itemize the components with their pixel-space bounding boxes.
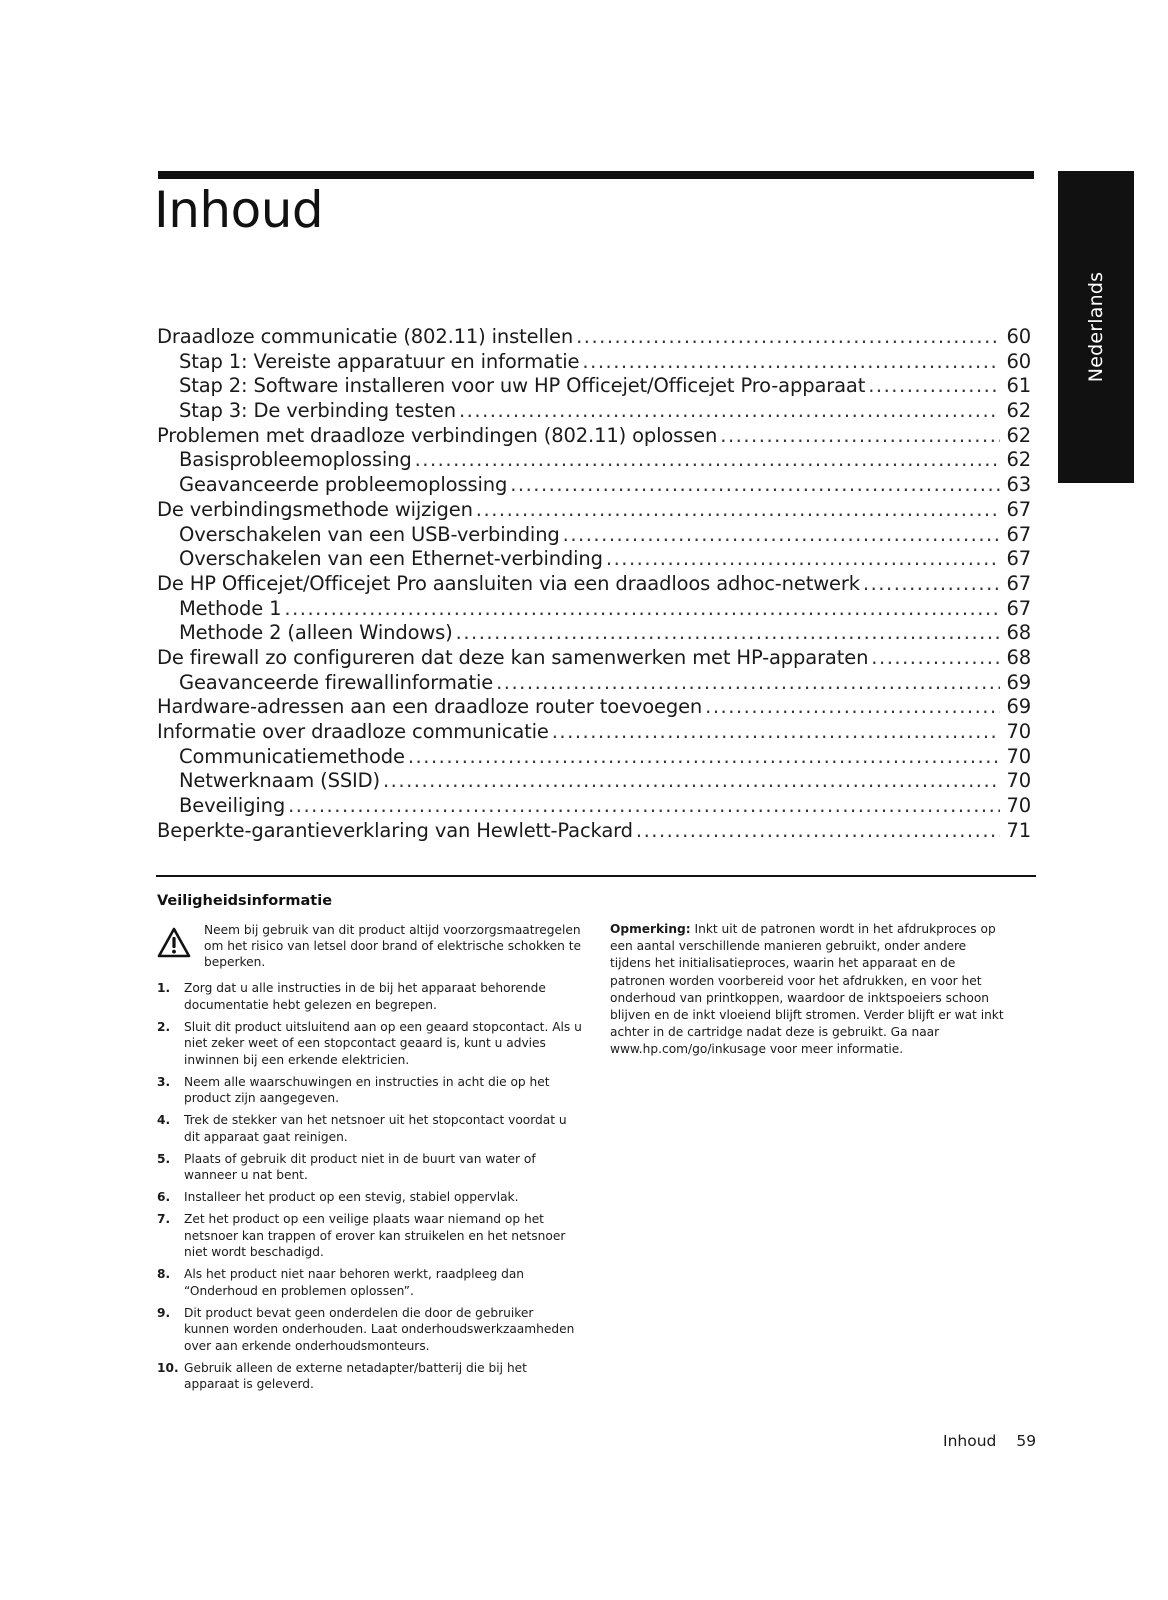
toc-entry-title: Overschakelen van een USB-verbinding — [179, 522, 560, 546]
language-tab — [1058, 171, 1134, 483]
toc-dot-leader — [284, 597, 1000, 622]
toc-entry[interactable] — [157, 621, 1031, 646]
safety-item-number: 7. — [157, 1212, 171, 1226]
toc-dot-leader — [871, 646, 1000, 671]
safety-item-text: Gebruik alleen de externe netadapter/batterij die bij het apparaat is geleverd. — [184, 1360, 527, 1391]
toc-entry[interactable] — [157, 399, 1031, 424]
warning-triangle-icon — [157, 927, 191, 959]
toc-entry-page: 69 — [1006, 695, 1031, 719]
toc-entry-page: 70 — [1006, 744, 1031, 768]
note-block — [610, 921, 1010, 1059]
safety-item — [157, 1074, 582, 1107]
toc-entry-page: 60 — [1006, 325, 1031, 348]
safety-item-text: Trek de stekker van het netsnoer uit het stopcontact voordat u dit apparaat gaat reinigen. — [184, 1113, 567, 1144]
language-tab-label: Nederlands — [1085, 271, 1107, 383]
safety-item-text: Sluit dit product uitsluitend aan op een geaard stopcontact. Als u niet zeker weet of een stopcontact geaard is, kunt u advies inwinnen bij een erkende elektricien. — [184, 1019, 582, 1067]
toc-entry[interactable] — [157, 695, 1031, 720]
toc-entry-title: Basisprobleemoplossing — [179, 448, 412, 472]
safety-item-number: 8. — [157, 1267, 171, 1281]
safety-item — [157, 980, 582, 1013]
toc-entry[interactable] — [157, 424, 1031, 449]
toc-entry[interactable] — [157, 547, 1031, 572]
safety-item — [157, 1151, 582, 1184]
toc-entry[interactable] — [157, 646, 1031, 671]
toc-dot-leader — [510, 473, 1000, 498]
toc-entry-title: De HP Officejet/Officejet Pro aansluiten via een draadloos adhoc-netwerk — [157, 571, 860, 595]
toc-entry-page: 68 — [1006, 645, 1031, 669]
toc-entry-title: De firewall zo configureren dat deze kan samenwerken met HP-apparaten — [157, 645, 869, 669]
toc-entry-title: Problemen met draadloze verbindingen (802.11) oplossen — [157, 423, 718, 447]
toc-entry[interactable] — [157, 325, 1031, 350]
toc-dot-leader — [408, 745, 1000, 770]
toc-entry-page: 62 — [1006, 423, 1031, 447]
toc-entry-title: Informatie over draadloze communicatie — [157, 720, 549, 743]
toc-entry-title: Beperkte-garantieverklaring van Hewlett-Packard — [157, 818, 633, 842]
toc-dot-leader — [868, 374, 1000, 399]
toc-dot-leader — [456, 621, 1000, 646]
toc-entry-title: Draadloze communicatie (802.11) instellen — [157, 325, 574, 348]
safety-item-number: 4. — [157, 1113, 171, 1127]
safety-item-number: 2. — [157, 1019, 171, 1034]
toc-entry-title: Stap 1: Vereiste apparatuur en informatie — [179, 349, 580, 373]
toc-entry[interactable] — [157, 448, 1031, 473]
section-divider — [156, 875, 1036, 877]
toc-entry[interactable] — [157, 350, 1031, 375]
safety-item-text: Als het product niet naar behoren werkt, raadpleeg dan “Onderhoud en problemen oplossen”. — [184, 1267, 525, 1298]
toc-entry-page: 67 — [1006, 522, 1031, 546]
toc-entry[interactable] — [157, 769, 1031, 794]
note-label: Opmerking: — [610, 922, 691, 936]
safety-item-number: 10. — [157, 1360, 179, 1375]
safety-item — [157, 1305, 582, 1355]
toc-entry-title: Stap 2: Software installeren voor uw HP Officejet/Officejet Pro-apparaat — [179, 374, 866, 398]
footer-page-number: 59 — [1016, 1432, 1037, 1450]
safety-item-number: 1. — [157, 981, 171, 995]
toc-entry-page: 70 — [1006, 720, 1031, 743]
safety-item — [157, 1211, 582, 1261]
safety-item-text: Zet het product op een veilige plaats waar niemand op het netsnoer kan trappen of erover kan struikelen en het netsnoer niet wordt beschadigd. — [184, 1212, 566, 1259]
toc-entry[interactable] — [157, 473, 1031, 498]
toc-entry-page: 67 — [1006, 571, 1031, 595]
toc-entry-page: 71 — [1006, 818, 1031, 842]
safety-item-text: Dit product bevat geen onderdelen die door de gebruiker kunnen worden onderhouden. Laat onderhoudswerkzaamheden over aan erkende onderhoudsmonteurs. — [184, 1305, 575, 1353]
safety-item — [157, 1189, 582, 1206]
toc-entry-page: 62 — [1006, 399, 1031, 423]
toc-entry-page: 62 — [1006, 448, 1031, 472]
safety-item — [157, 1360, 582, 1393]
toc-dot-leader — [496, 671, 1000, 696]
toc-dot-leader — [705, 695, 1000, 720]
toc-entry-title: Geavanceerde probleemoplossing — [179, 473, 508, 497]
toc-entry-page: 67 — [1006, 547, 1031, 571]
toc-entry-page: 68 — [1006, 621, 1031, 645]
toc-entry[interactable] — [157, 819, 1031, 844]
toc-dot-leader — [552, 720, 1000, 745]
safety-instructions-list — [157, 980, 582, 1398]
toc-dot-leader — [863, 572, 1000, 597]
page-title: Inhoud — [154, 181, 324, 239]
safety-item-text: Zorg dat u alle instructies in de bij het apparaat behorende documentatie hebt gelezen en begrepen. — [184, 981, 546, 1012]
toc-entry-page: 60 — [1006, 349, 1031, 373]
toc-entry-title: Beveiliging — [179, 794, 286, 818]
safety-item-number: 9. — [157, 1305, 171, 1320]
safety-heading: Veiligheidsinformatie — [157, 893, 333, 909]
toc-entry-page: 70 — [1006, 769, 1031, 793]
toc-entry[interactable] — [157, 523, 1031, 548]
safety-item-number: 5. — [157, 1151, 171, 1166]
toc-entry[interactable] — [157, 745, 1031, 770]
toc-entry[interactable] — [157, 498, 1031, 523]
toc-entry[interactable] — [157, 572, 1031, 597]
toc-dot-leader — [563, 523, 1000, 548]
safety-item-text: Installeer het product op een stevig, stabiel oppervlak. — [184, 1190, 519, 1204]
toc-dot-leader — [582, 350, 1000, 375]
toc-dot-leader — [459, 399, 1000, 424]
safety-item-text: Neem alle waarschuwingen en instructies in acht die op het product zijn aangegeven. — [184, 1074, 550, 1105]
safety-item — [157, 1019, 582, 1069]
safety-item — [157, 1266, 582, 1299]
table-of-contents — [157, 325, 1031, 843]
toc-entry[interactable] — [157, 597, 1031, 622]
toc-entry-page: 69 — [1006, 670, 1031, 694]
toc-dot-leader — [476, 498, 1000, 523]
page-footer — [943, 1432, 1036, 1450]
toc-entry-title: Methode 2 (alleen Windows) — [179, 621, 453, 645]
toc-entry[interactable] — [157, 374, 1031, 399]
toc-entry-page: 67 — [1006, 596, 1031, 620]
toc-dot-leader — [636, 819, 1000, 844]
toc-entry-title: De verbindingsmethode wijzigen — [157, 497, 473, 521]
note-text: Inkt uit de patronen wordt in het afdrukproces op een aantal verschillende manieren gebruikt, onder andere tijdens het initialisatieproces, waarin het apparaat en de patronen worden voorbereid voor het afdrukken, en voor het onderhoud van printkoppen, waardoor de inktspoeiers schoon blijven en de inkt vloeiend blijft stromen. Verder blijft er wat inkt achter in de cartridge nadat deze is gebruikt. Ga naar www.hp.com/go/inkusage voor meer informatie. — [610, 922, 1004, 1057]
toc-entry-page: 67 — [1006, 497, 1031, 521]
toc-entry-title: Netwerknaam (SSID) — [179, 769, 380, 793]
toc-entry-title: Stap 3: De verbinding testen — [179, 399, 456, 423]
toc-dot-leader — [415, 448, 1000, 473]
toc-entry-page: 63 — [1006, 473, 1031, 497]
safety-item-number: 6. — [157, 1190, 171, 1204]
toc-entry[interactable] — [157, 720, 1031, 745]
footer-section: Inhoud — [943, 1432, 997, 1450]
toc-entry-title: Methode 1 — [179, 596, 282, 620]
toc-entry[interactable] — [157, 794, 1031, 819]
toc-entry-title: Overschakelen van een Ethernet-verbinding — [179, 547, 603, 571]
toc-dot-leader — [720, 424, 1000, 449]
toc-dot-leader — [606, 547, 1000, 572]
toc-entry-page: 70 — [1006, 794, 1031, 818]
toc-dot-leader — [383, 769, 1000, 794]
toc-entry-title: Communicatiemethode — [179, 744, 405, 768]
safety-item-text: Plaats of gebruik dit product niet in de buurt van water of wanneer u nat bent. — [184, 1151, 536, 1182]
toc-entry-title: Hardware-adressen aan een draadloze router toevoegen — [157, 695, 703, 719]
toc-entry[interactable] — [157, 671, 1031, 696]
warning-text: Neem bij gebruik van dit product altijd voorzorgsmaatregelen om het risico van letsel door brand of elektrische schokken te beperken. — [204, 923, 582, 969]
toc-dot-leader — [288, 794, 1000, 819]
safety-item — [157, 1112, 582, 1145]
toc-entry-page: 61 — [1006, 374, 1031, 398]
toc-entry-title: Geavanceerde firewallinformatie — [179, 670, 494, 694]
safety-item-number: 3. — [157, 1074, 171, 1089]
toc-dot-leader — [576, 325, 1000, 350]
